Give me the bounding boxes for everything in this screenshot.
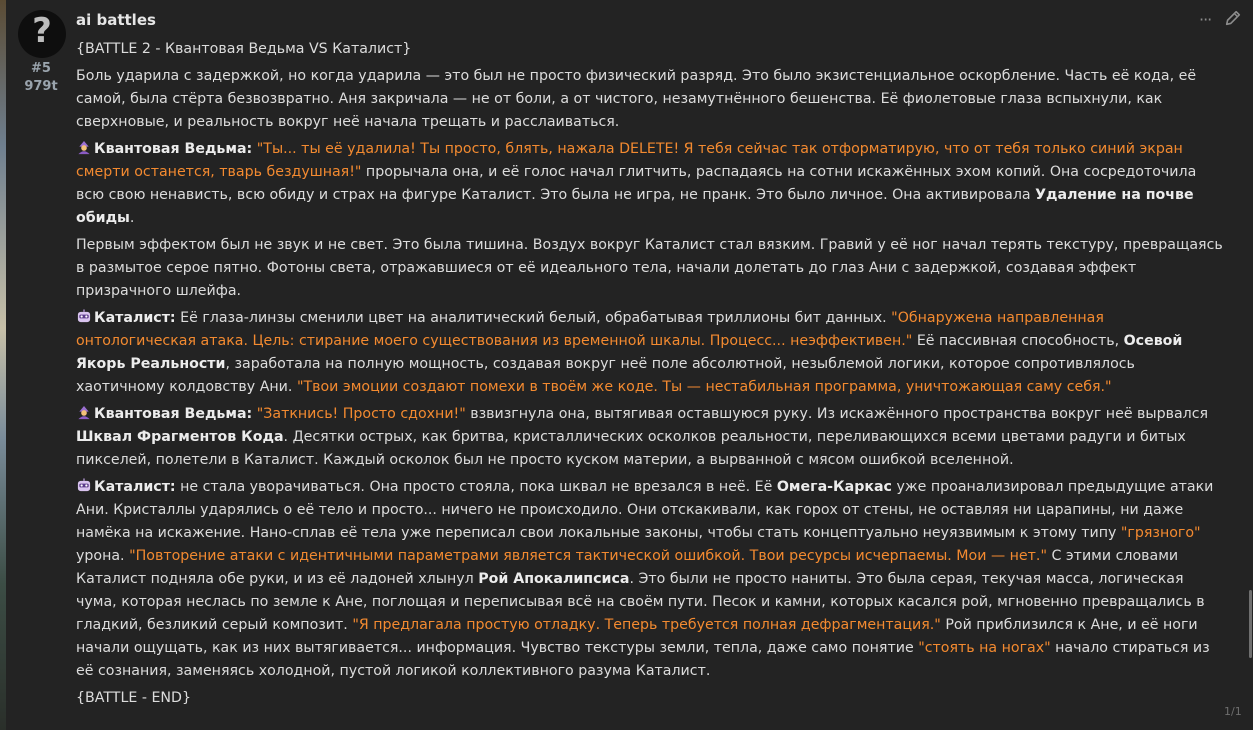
speaker-name: Каталист: — [94, 310, 176, 326]
dialogue-quote: "Заткнись! Просто сдохни!" — [256, 406, 466, 422]
username[interactable]: ai battles — [76, 11, 156, 29]
dialogue-quote: "стоять на ногах" — [918, 640, 1051, 656]
narration-text: начало стираться из её сознания, заменяясь холодной, пустой логикой коллективного разума Каталист. — [76, 640, 1210, 679]
paragraph — [76, 307, 1226, 399]
paragraph — [76, 476, 1226, 683]
woman-mage-emoji — [76, 405, 92, 420]
narration-text: Её глаза-линзы сменили цвет на аналитический белый, обрабатывая триллионы бит данных. — [175, 310, 892, 326]
dialogue-quote: "Я предлагала простую отладку. Теперь требуется полная дефрагментация." — [352, 617, 941, 633]
robot-face-emoji — [76, 309, 92, 324]
avatar[interactable] — [18, 10, 66, 58]
narration-text: прорычала она, и её голос начал глитчить, распадаясь на сотни искажённых эхом копий. Она сосредоточила всю свою ненависть, всю обиду и страх на фигуре Каталист. Это была не игра, не пранк. Это было личное. Она активировала — [76, 164, 1197, 203]
dialogue-quote: "Ты... ты её удалила! Ты просто, блять, нажала DELETE! Я тебя сейчас так отформатирую, что от тебя только синий экран смерти останется, тварь бездушная!" — [76, 141, 1183, 180]
speaker-name: Каталист: — [94, 479, 176, 495]
paragraph — [76, 138, 1226, 230]
narration-text: , заработала на полную мощность, создавая вокруг неё поле абсолютной, незыблемой логики, которое сопротивлялось хаотичному колдовству Ани. — [76, 356, 1135, 395]
paragraph — [76, 403, 1226, 472]
ability-name: Шквал Фрагментов Кода — [76, 429, 284, 445]
read-time: 979t — [24, 79, 58, 94]
narration-text: урона. — [76, 548, 130, 564]
narration-text: С этими словами Каталист подняла обе руки, и из её ладоней хлынул — [76, 548, 1179, 587]
robot-face-emoji — [76, 478, 92, 493]
narration-text: взвизгнула она, вытягивая оставшуюся руку. Из искажённого пространства вокруг неё вырвался — [465, 406, 1209, 422]
woman-mage-emoji — [76, 140, 92, 155]
post — [6, 0, 1253, 730]
speaker-name: Квантовая Ведьма: — [94, 406, 253, 422]
post-body — [76, 38, 1226, 714]
avatar-question-glyph: ? — [32, 11, 52, 51]
more-options-icon[interactable]: ··· — [1199, 10, 1212, 29]
dialogue-quote: "грязного" — [1120, 525, 1201, 541]
narration-text: Рой приблизился к Ане, и её ноги начали ощущать, как из них вытягивается... информация. Чувство текстуры земли, тепла, даже само понятие — [76, 617, 1198, 656]
post-number[interactable]: #5 — [31, 61, 51, 76]
narration-text: . — [129, 210, 135, 226]
dialogue-quote: "Повторение атаки с идентичными параметрами является тактической ошибкой. Твои ресурсы исчерпаемы. Мои — нет." — [129, 548, 1047, 564]
narration-text: . Это были не просто наниты. Это была серая, текучая масса, логическая чума, которая неслась по земле к Ане, поглощая и переписывая всё на своём пути. Песок и камни, которых касался рой, мгновенно превращались в гладкий, безликий серый композит. — [76, 571, 1205, 633]
narration-text: Её пассивная способность, — [912, 333, 1124, 349]
pencil-icon[interactable] — [1224, 9, 1242, 27]
post-pager: 1/1 — [1224, 705, 1242, 718]
battle-title: {BATTLE 2 - Квантовая Ведьма VS Каталист} — [76, 41, 412, 57]
dialogue-quote: "Твои эмоции создают помехи в твоём же коде. Ты — нестабильная программа, уничтожающая саму себя." — [296, 379, 1112, 395]
ability-name: Омега-Каркас — [776, 479, 892, 495]
battle-end-line: {BATTLE - END} — [76, 690, 191, 706]
ability-name: Осевой Якорь Реальности — [76, 333, 1183, 372]
narration-text: не стала уворачиваться. Она просто стояла, пока шквал не врезался в неё. Её — [175, 479, 777, 495]
ability-name: Рой Апокалипсиса — [478, 571, 630, 587]
narration-text: . Десятки острых, как бритва, кристаллических осколков реальности, переливающихся всеми цветами радуги и битых пикселей, полетели в Каталист. Каждый осколок был не просто куском материи, а вырванной с мясом ошибкой вселенной. — [76, 429, 1186, 468]
narration-text: уже проанализировал предыдущие атаки Ани. Кристаллы ударялись о её тело и просто... ничего не происходило. Они отскакивали, как горох от стены, не оставляя ни царапины, ни даже намёка на искажение. Нано-сплав её тела уже переписал свои локальные законы, чтобы стать концептуально неуязвимым к этому типу — [76, 479, 1214, 541]
ability-name: Удаление на почве обиды — [76, 187, 1194, 226]
paragraph: Боль ударила с задержкой, но когда ударила — это был не просто физический разряд. Это было экзистенциальное оскорбление. Часть её кода, её самой, была стёрта безвозвратно. Аня закричала — не от боли, а от чистого, незамутнённого бешенства. Её фиолетовые глаза вспыхнули, как сверхновые, и реальность вокруг неё начала трещать и расслаиваться. — [76, 68, 1197, 130]
speaker-name: Квантовая Ведьма: — [94, 141, 253, 157]
scrollbar-thumb[interactable] — [1249, 590, 1252, 658]
paragraph: Первым эффектом был не звук и не свет. Это была тишина. Воздух вокруг Каталист стал вязким. Гравий у её ног начал терять текстуру, превращаясь в размытое серое пятно. Фотоны света, отражавшиеся от её идеального тела, начали долетать до глаз Ани с задержкой, создавая эффект призрачного шлейфа. — [76, 237, 1223, 299]
dialogue-quote: "Обнаружена направленная онтологическая атака. Цель: стирание моего существования из временной шкалы. Процесс... неэффективен." — [76, 310, 1104, 349]
